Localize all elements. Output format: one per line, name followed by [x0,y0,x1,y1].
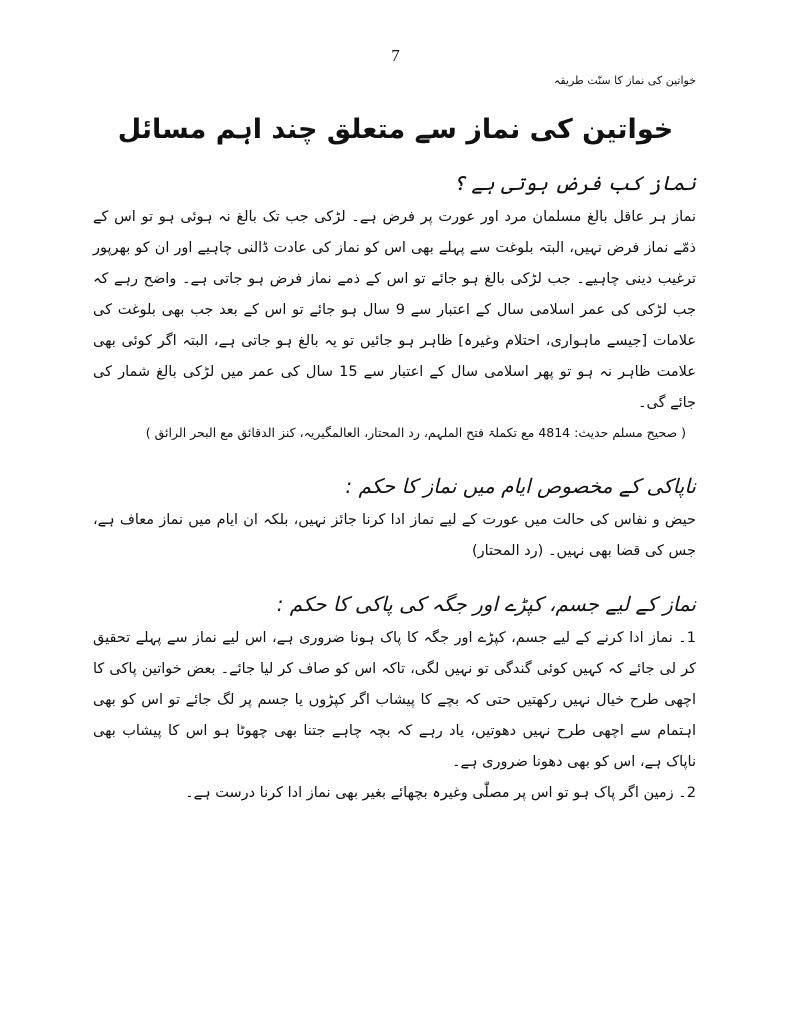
section-heading: نماز کے لیے جسم، کپڑے اور جگہ کی پاکی کا حکم : [276,592,696,616]
section-menstruation-ruling [93,469,696,567]
running-header: خواتین کی نماز کا سنّت طریقہ [553,74,696,87]
section-heading: ناپاکی کے مخصوص ایام میں نماز کا حکم : [345,474,696,498]
paragraph: 1۔ نماز ادا کرنے کے لیے جسم، کپڑے اور جگہ کا پاک ہونا ضروری ہے، اس لیے نماز سے پہلے تحقیق کر لی جائے کہ کہیں کوئی گندگی تو نہیں لگی، تاکہ اس کو صاف کر لیا جائے۔ بعض خواتین پاکی کا اچھی طرح خیال نہیں رکھتیں حتی کہ بچے کا پیشاب اگر کپڑوں یا جسم پر لگ جائے تو اس کو بھی اہتمام سے اچھی طرح نہیں دھوتیں، یاد رہے کہ بچہ چاہے جتنا بھی چھوٹا ہو اس کا پیشاب بھی ناپاک ہے، اس کو بھی دھونا ضروری ہے۔ [93,630,696,770]
page-title: خواتین کی نماز سے متعلق چند اہم مسائل [117,114,674,145]
section-prayer-obligation [93,166,696,447]
section-heading: نماز کب فرض ہوتی ہے ؟ [453,171,696,195]
reference-citation: ( صحیح مسلم حدیث: 4814 مع تکملۃ فتح الملہم، رد المحتار، العالمگیریہ، کنز الدقائق مع البحر الرائق ) [145,425,686,440]
paragraph: نماز ہر عاقل بالغ مسلمان مرد اور عورت پر فرض ہے۔ لڑکی جب تک بالغ نہ ہوئی ہو تو اس کے ذمّے نماز فرض نہیں، البتہ بلوغت سے پہلے بھی اس کو نماز کی عادت ڈالنی چاہیے اور ان کو بھرپور ترغیب دینی چاہیے۔ جب لڑکی بالغ ہو جائے تو اس کے ذمے نماز فرض ہو جاتی ہے۔ واضح رہے کہ جب لڑکی کی عمر اسلامی سال کے اعتبار سے 9 سال ہو جائے تو اس کے بعد جب بھی بلوغت کی علامات [جیسے ماہواری، احتلام وغیرہ] ظاہر ہو جائیں تو یہ بالغ ہو جاتی ہے، البتہ اگر کوئی بھی علامت ظاہر نہ ہو تو پھر اسلامی سال کے اعتبار سے 15 سال کی عمر میں لڑکی بالغ شمار کی جائے گی۔ [93,209,696,411]
section-purity-ruling [93,587,696,809]
content-body [93,166,696,809]
page-number: 7 [391,46,400,65]
paragraph: 2۔ زمین اگر پاک ہو تو اس پر مصلّٰی وغیرہ بچھائے بغیر بھی نماز ادا کرنا درست ہے۔ [185,785,696,801]
paragraph: حیض و نفاس کی حالت میں عورت کے لیے نماز ادا کرنا جائز نہیں، بلکہ ان ایام میں نماز معاف ہے، جس کی قضا بھی نہیں۔ (رد المحتار) [93,512,696,559]
